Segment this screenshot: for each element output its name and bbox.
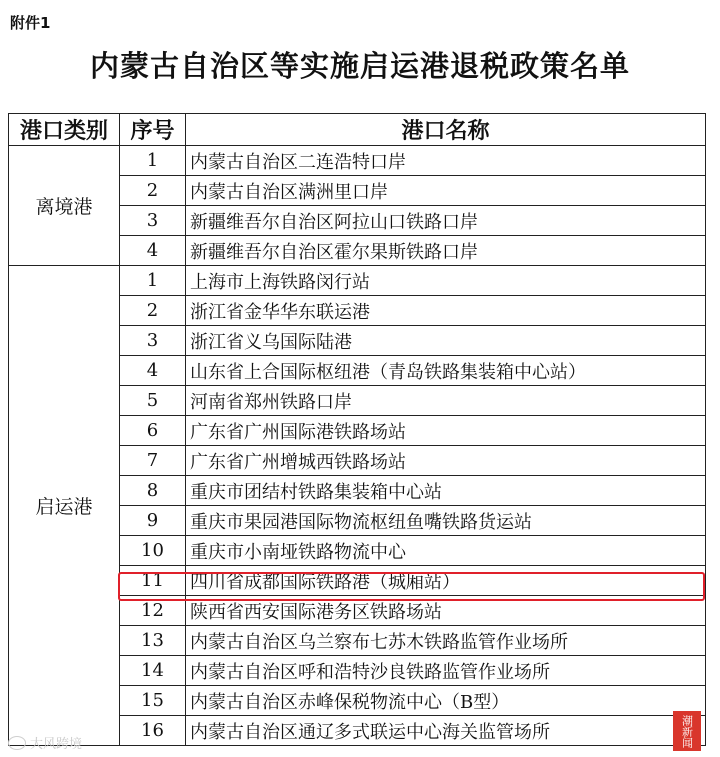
watermark-left-text: 大风跨境 xyxy=(30,737,83,752)
port-name: 上海市上海铁路闵行站 xyxy=(186,266,706,296)
port-name: 重庆市果园港国际物流枢纽鱼嘴铁路货运站 xyxy=(186,506,706,536)
table-row xyxy=(9,266,706,296)
port-name: 浙江省金华华东联运港 xyxy=(186,296,706,326)
port-list-table xyxy=(8,113,706,746)
watermark-logo: 潮新闻 xyxy=(673,711,701,751)
port-name: 内蒙古自治区乌兰察布七苏木铁路监管作业场所 xyxy=(186,626,706,656)
port-name: 四川省成都国际铁路港（城厢站） xyxy=(186,566,706,596)
port-name: 重庆市团结村铁路集装箱中心站 xyxy=(186,476,706,506)
port-name: 内蒙古自治区呼和浩特沙良铁路监管作业场所 xyxy=(186,656,706,686)
table-row xyxy=(9,146,706,176)
port-name: 山东省上合国际枢纽港（青岛铁路集装箱中心站） xyxy=(186,356,706,386)
port-name: 新疆维吾尔自治区霍尔果斯铁路口岸 xyxy=(186,236,706,266)
header-category: 港口类别 xyxy=(9,114,120,146)
row-number: 15 xyxy=(120,686,186,716)
port-name: 内蒙古自治区赤峰保税物流中心（B型） xyxy=(186,686,706,716)
port-name: 陕西省西安国际港务区铁路场站 xyxy=(186,596,706,626)
header-port-name: 港口名称 xyxy=(186,114,706,146)
row-number: 10 xyxy=(120,536,186,566)
row-number: 5 xyxy=(120,386,186,416)
row-number: 13 xyxy=(120,626,186,656)
row-number: 8 xyxy=(120,476,186,506)
row-number: 3 xyxy=(120,206,186,236)
row-number: 12 xyxy=(120,596,186,626)
row-number: 4 xyxy=(120,236,186,266)
row-number: 1 xyxy=(120,266,186,296)
port-name: 内蒙古自治区二连浩特口岸 xyxy=(186,146,706,176)
port-name: 浙江省义乌国际陆港 xyxy=(186,326,706,356)
row-number: 6 xyxy=(120,416,186,446)
row-number: 2 xyxy=(120,176,186,206)
port-name: 广东省广州国际港铁路场站 xyxy=(186,416,706,446)
port-name: 内蒙古自治区通辽多式联运中心海关监管场所 xyxy=(186,716,706,746)
row-number: 11 xyxy=(120,566,186,596)
category-cell: 启运港 xyxy=(9,266,120,746)
port-name: 河南省郑州铁路口岸 xyxy=(186,386,706,416)
port-name: 重庆市小南垭铁路物流中心 xyxy=(186,536,706,566)
row-number: 4 xyxy=(120,356,186,386)
port-name: 新疆维吾尔自治区阿拉山口铁路口岸 xyxy=(186,206,706,236)
document-title: 内蒙古自治区等实施启运港退税政策名单 xyxy=(89,49,630,83)
row-number: 3 xyxy=(120,326,186,356)
watermark-left xyxy=(8,733,82,752)
annex-label: 附件1 xyxy=(10,14,51,32)
row-number: 14 xyxy=(120,656,186,686)
weibo-icon xyxy=(8,736,26,750)
port-name: 广东省广州增城西铁路场站 xyxy=(186,446,706,476)
row-number: 2 xyxy=(120,296,186,326)
row-number: 9 xyxy=(120,506,186,536)
row-number: 16 xyxy=(120,716,186,746)
row-number: 7 xyxy=(120,446,186,476)
table-header-row xyxy=(9,114,706,146)
category-cell: 离境港 xyxy=(9,146,120,266)
port-name: 内蒙古自治区满洲里口岸 xyxy=(186,176,706,206)
header-number: 序号 xyxy=(120,114,186,146)
row-number: 1 xyxy=(120,146,186,176)
